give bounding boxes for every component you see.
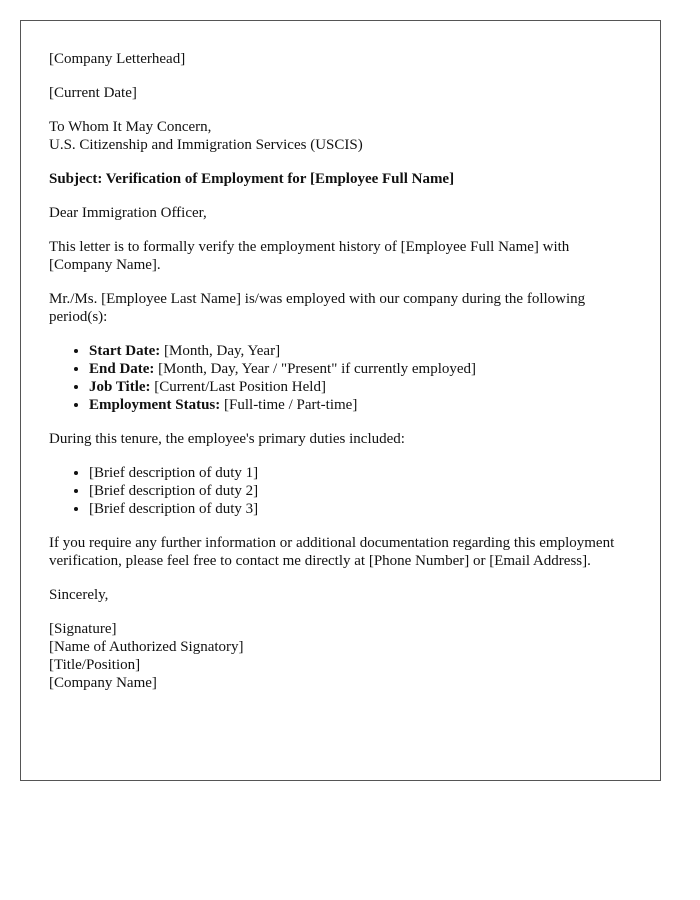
detail-value: [Month, Day, Year] xyxy=(160,343,281,359)
detail-end-date xyxy=(89,360,632,378)
detail-start-date xyxy=(89,342,632,360)
intro-paragraph: This letter is to formally verify the employment history of [Employee Full Name] with [Company Name]. xyxy=(49,239,570,273)
recipient-block xyxy=(49,118,632,154)
signatory-title: [Title/Position] xyxy=(49,657,141,673)
duty-item: • [Brief description of duty 1] xyxy=(89,464,632,482)
detail-value: [Full-time / Part-time] xyxy=(220,397,358,413)
detail-label: End Date: xyxy=(89,361,155,377)
company-letterhead: [Company Letterhead] xyxy=(49,51,186,67)
detail-label: Employment Status: xyxy=(89,397,221,413)
salutation: Dear Immigration Officer, xyxy=(49,205,207,221)
signature-block xyxy=(49,620,632,692)
contact-paragraph: If you require any further information or additional documentation regarding this employment verification, please feel free to contact me directly at [Phone Number] or [Email Address]. xyxy=(49,535,615,569)
recipient-line-2: U.S. Citizenship and Immigration Services (USCIS) xyxy=(49,137,363,153)
period-intro-paragraph: Mr./Ms. [Employee Last Name] is/was employed with our company during the following period(s): xyxy=(49,291,586,325)
duties-intro-paragraph: During this tenure, the employee's primary duties included: xyxy=(49,431,405,447)
employment-details-list xyxy=(49,342,632,414)
detail-job-title xyxy=(89,378,632,396)
detail-value: [Current/Last Position Held] xyxy=(150,379,326,395)
letter-date: [Current Date] xyxy=(49,85,137,101)
duty-item: • [Brief description of duty 2] xyxy=(89,482,632,500)
duty-item: • [Brief description of duty 3] xyxy=(89,500,632,518)
subject-text: Subject: Verification of Employment for [Employee Full Name] xyxy=(49,171,455,187)
signature-line: [Signature] xyxy=(49,621,117,637)
detail-label: Job Title: xyxy=(89,379,151,395)
detail-label: Start Date: xyxy=(89,343,161,359)
closing: Sincerely, xyxy=(49,587,109,603)
signatory-name: [Name of Authorized Signatory] xyxy=(49,639,244,655)
signatory-company: [Company Name] xyxy=(49,675,157,691)
subject-line xyxy=(49,170,632,188)
detail-value: [Month, Day, Year / "Present" if currently employed] xyxy=(154,361,477,377)
detail-employment-status xyxy=(89,396,632,414)
duties-list xyxy=(49,464,632,518)
recipient-line-1: To Whom It May Concern, xyxy=(49,119,212,135)
letter-page xyxy=(20,20,661,781)
